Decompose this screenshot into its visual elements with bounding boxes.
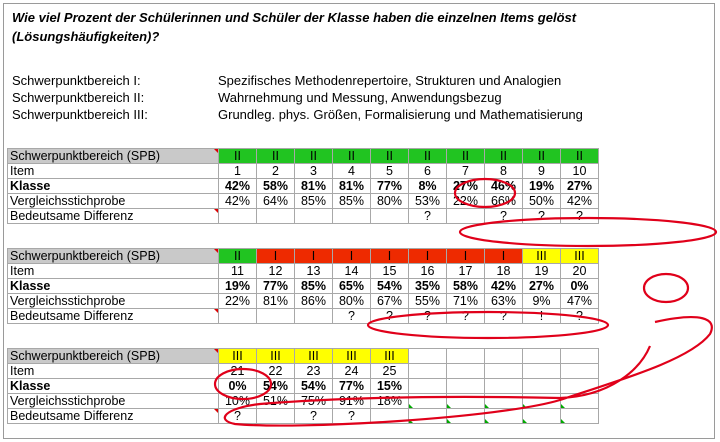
differenz-cell xyxy=(561,409,599,424)
spb-cell: III xyxy=(371,349,409,364)
spb-cell: II xyxy=(409,149,447,164)
item-cell: 22 xyxy=(257,364,295,379)
klasse-cell: 54% xyxy=(257,379,295,394)
item-cell xyxy=(485,364,523,379)
item-cell: 9 xyxy=(523,164,561,179)
differenz-cell xyxy=(409,409,447,424)
klasse-cell: 85% xyxy=(295,279,333,294)
spb-cell: II xyxy=(561,149,599,164)
differenz-cell xyxy=(371,409,409,424)
row-label: Vergleichsstichprobe xyxy=(8,194,219,209)
klasse-cell: 54% xyxy=(371,279,409,294)
differenz-cell: ? xyxy=(447,309,485,324)
page-title: Wie viel Prozent der Schülerinnen und Schüler der Klasse haben die einzelnen Items gelöst (Lösungshäufigkeiten)? xyxy=(12,10,577,44)
item-cell: 11 xyxy=(219,264,257,279)
vergleich-cell: 22% xyxy=(447,194,485,209)
row-label: Vergleichsstichprobe xyxy=(8,294,219,309)
vergleich-cell xyxy=(409,394,447,409)
vergleich-cell xyxy=(523,394,561,409)
spb-cell: II xyxy=(295,149,333,164)
row-label: Schwerpunktbereich (SPB) xyxy=(8,349,219,364)
differenz-cell xyxy=(257,309,295,324)
vergleich-cell xyxy=(561,394,599,409)
vergleich-cell: 18% xyxy=(371,394,409,409)
differenz-cell xyxy=(485,409,523,424)
row-label: Klasse xyxy=(8,179,219,194)
klasse-cell xyxy=(485,379,523,394)
klasse-cell: 27% xyxy=(523,279,561,294)
vergleich-row xyxy=(8,394,599,409)
spb-cell: II xyxy=(485,149,523,164)
row-label: Schwerpunktbereich (SPB) xyxy=(8,249,219,264)
klasse-row xyxy=(8,379,599,394)
vergleich-cell: 80% xyxy=(333,294,371,309)
klasse-cell: 58% xyxy=(447,279,485,294)
differenz-cell xyxy=(295,309,333,324)
vergleich-cell xyxy=(485,394,523,409)
klasse-cell: 0% xyxy=(561,279,599,294)
item-cell: 10 xyxy=(561,164,599,179)
vergleich-cell: 75% xyxy=(295,394,333,409)
spb-cell: I xyxy=(333,249,371,264)
item-row xyxy=(8,264,599,279)
klasse-cell: 42% xyxy=(219,179,257,194)
klasse-cell xyxy=(523,379,561,394)
vergleich-cell: 85% xyxy=(295,194,333,209)
differenz-cell xyxy=(257,209,295,224)
vergleich-cell: 10% xyxy=(219,394,257,409)
spb-cell: III xyxy=(333,349,371,364)
item-cell: 17 xyxy=(447,264,485,279)
vergleich-cell: 22% xyxy=(219,294,257,309)
results-table-2 xyxy=(7,248,599,324)
differenz-cell: ? xyxy=(523,209,561,224)
vergleich-cell: 64% xyxy=(257,194,295,209)
differenz-cell: ? xyxy=(561,309,599,324)
klasse-cell: 35% xyxy=(409,279,447,294)
spb-cell: II xyxy=(447,149,485,164)
klasse-cell: 81% xyxy=(333,179,371,194)
vergleich-cell: 81% xyxy=(257,294,295,309)
item-cell: 4 xyxy=(333,164,371,179)
item-cell: 7 xyxy=(447,164,485,179)
item-cell: 6 xyxy=(409,164,447,179)
row-label: Item xyxy=(8,264,219,279)
klasse-cell: 19% xyxy=(219,279,257,294)
spb-cell: II xyxy=(219,249,257,264)
klasse-cell xyxy=(447,379,485,394)
row-label: Bedeutsame Differenz xyxy=(8,409,219,424)
differenz-cell: ? xyxy=(333,409,371,424)
item-cell: 14 xyxy=(333,264,371,279)
spb-cell: I xyxy=(485,249,523,264)
row-label: Schwerpunktbereich (SPB) xyxy=(8,149,219,164)
row-label: Vergleichsstichprobe xyxy=(8,394,219,409)
item-row xyxy=(8,364,599,379)
vergleich-cell: 80% xyxy=(371,194,409,209)
klasse-cell: 81% xyxy=(295,179,333,194)
spb-row xyxy=(8,149,599,164)
differenz-cell: ? xyxy=(485,209,523,224)
item-cell: 18 xyxy=(485,264,523,279)
differenz-cell xyxy=(219,209,257,224)
spb-cell xyxy=(561,349,599,364)
differenz-cell: ? xyxy=(485,309,523,324)
klasse-cell: 15% xyxy=(371,379,409,394)
vergleich-cell: 71% xyxy=(447,294,485,309)
spb-cell: II xyxy=(333,149,371,164)
klasse-cell: 77% xyxy=(257,279,295,294)
spb-cell xyxy=(523,349,561,364)
differenz-cell xyxy=(219,309,257,324)
row-label: Item xyxy=(8,164,219,179)
vergleich-cell: 53% xyxy=(409,194,447,209)
spb-cell: III xyxy=(219,349,257,364)
differenz-cell xyxy=(371,209,409,224)
spb-cell: III xyxy=(295,349,333,364)
klasse-cell: 77% xyxy=(333,379,371,394)
spb-legend-value: Wahrnehmung und Messung, Anwendungsbezug xyxy=(218,90,502,105)
klasse-cell: 54% xyxy=(295,379,333,394)
vergleich-cell: 42% xyxy=(561,194,599,209)
row-label: Item xyxy=(8,364,219,379)
differenz-cell xyxy=(447,409,485,424)
spb-cell xyxy=(409,349,447,364)
klasse-cell: 27% xyxy=(447,179,485,194)
worksheet xyxy=(3,3,715,439)
spb-legend-value: Grundleg. phys. Größen, Formalisierung und Mathematisierung xyxy=(218,107,583,122)
spb-cell xyxy=(447,349,485,364)
row-label: Bedeutsame Differenz xyxy=(8,309,219,324)
row-label: Klasse xyxy=(8,379,219,394)
row-label: Klasse xyxy=(8,279,219,294)
differenz-row xyxy=(8,209,599,224)
differenz-cell: ? xyxy=(561,209,599,224)
vergleich-cell: 86% xyxy=(295,294,333,309)
item-cell: 2 xyxy=(257,164,295,179)
klasse-cell xyxy=(409,379,447,394)
spb-cell: III xyxy=(561,249,599,264)
item-cell: 13 xyxy=(295,264,333,279)
klasse-cell: 0% xyxy=(219,379,257,394)
results-table-1 xyxy=(7,148,599,224)
item-cell: 3 xyxy=(295,164,333,179)
klasse-row xyxy=(8,279,599,294)
vergleich-cell: 91% xyxy=(333,394,371,409)
item-cell xyxy=(447,364,485,379)
differenz-cell: ? xyxy=(295,409,333,424)
spb-cell: II xyxy=(523,149,561,164)
differenz-cell xyxy=(257,409,295,424)
vergleich-row xyxy=(8,294,599,309)
spb-cell: I xyxy=(447,249,485,264)
spb-cell: I xyxy=(295,249,333,264)
differenz-cell: ? xyxy=(371,309,409,324)
klasse-cell: 42% xyxy=(485,279,523,294)
klasse-cell: 46% xyxy=(485,179,523,194)
differenz-cell: ? xyxy=(219,409,257,424)
klasse-cell: 19% xyxy=(523,179,561,194)
vergleich-cell: 66% xyxy=(485,194,523,209)
differenz-cell: ? xyxy=(409,209,447,224)
klasse-cell: 8% xyxy=(409,179,447,194)
item-row xyxy=(8,164,599,179)
spb-row xyxy=(8,349,599,364)
spb-cell: II xyxy=(257,149,295,164)
spb-cell: I xyxy=(257,249,295,264)
item-cell: 25 xyxy=(371,364,409,379)
spb-legend-value: Spezifisches Methodenrepertoire, Strukturen und Analogien xyxy=(218,73,562,88)
klasse-cell: 65% xyxy=(333,279,371,294)
vergleich-cell: 47% xyxy=(561,294,599,309)
klasse-cell xyxy=(561,379,599,394)
klasse-row xyxy=(8,179,599,194)
differenz-cell: ? xyxy=(409,309,447,324)
spb-legend-key: Schwerpunktbereich II: xyxy=(12,90,145,105)
item-cell: 24 xyxy=(333,364,371,379)
vergleich-cell: 85% xyxy=(333,194,371,209)
item-cell: 21 xyxy=(219,364,257,379)
differenz-row xyxy=(8,309,599,324)
results-table-3 xyxy=(7,348,599,424)
item-cell: 19 xyxy=(523,264,561,279)
vergleich-cell: 50% xyxy=(523,194,561,209)
item-cell: 12 xyxy=(257,264,295,279)
item-cell: 1 xyxy=(219,164,257,179)
item-cell: 16 xyxy=(409,264,447,279)
spb-row xyxy=(8,249,599,264)
spb-cell: I xyxy=(371,249,409,264)
spb-cell: II xyxy=(371,149,409,164)
vergleich-cell: 55% xyxy=(409,294,447,309)
item-cell xyxy=(523,364,561,379)
item-cell xyxy=(561,364,599,379)
item-cell: 8 xyxy=(485,164,523,179)
differenz-cell: ! xyxy=(523,309,561,324)
differenz-cell xyxy=(447,209,485,224)
item-cell: 15 xyxy=(371,264,409,279)
vergleich-cell: 67% xyxy=(371,294,409,309)
klasse-cell: 77% xyxy=(371,179,409,194)
spb-cell: III xyxy=(257,349,295,364)
spb-cell: II xyxy=(219,149,257,164)
differenz-cell xyxy=(333,209,371,224)
item-cell: 5 xyxy=(371,164,409,179)
vergleich-cell: 63% xyxy=(485,294,523,309)
item-cell: 23 xyxy=(295,364,333,379)
differenz-cell: ? xyxy=(333,309,371,324)
vergleich-cell: 42% xyxy=(219,194,257,209)
item-cell xyxy=(409,364,447,379)
vergleich-row xyxy=(8,194,599,209)
spb-cell xyxy=(485,349,523,364)
vergleich-cell: 51% xyxy=(257,394,295,409)
klasse-cell: 58% xyxy=(257,179,295,194)
differenz-row xyxy=(8,409,599,424)
spb-cell: III xyxy=(523,249,561,264)
row-label: Bedeutsame Differenz xyxy=(8,209,219,224)
klasse-cell: 27% xyxy=(561,179,599,194)
spb-legend-key: Schwerpunktbereich I: xyxy=(12,73,141,88)
spb-cell: I xyxy=(409,249,447,264)
vergleich-cell xyxy=(447,394,485,409)
differenz-cell xyxy=(523,409,561,424)
item-cell: 20 xyxy=(561,264,599,279)
differenz-cell xyxy=(295,209,333,224)
vergleich-cell: 9% xyxy=(523,294,561,309)
spb-legend-key: Schwerpunktbereich III: xyxy=(12,107,148,122)
